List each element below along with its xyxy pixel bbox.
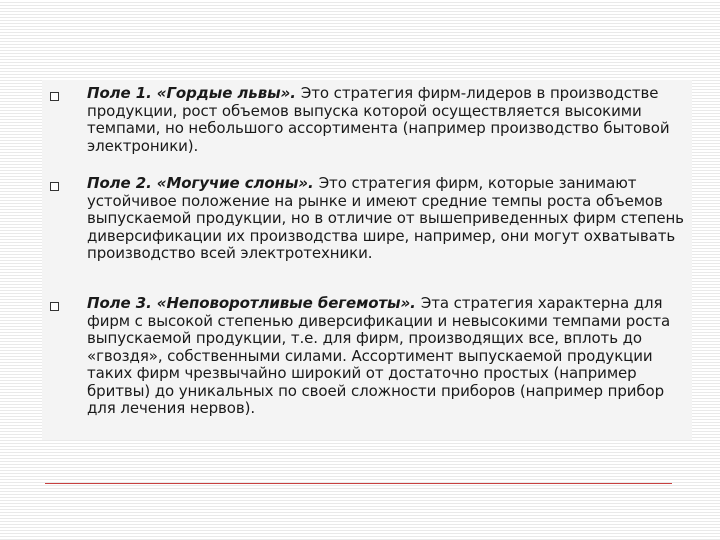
item-body: Эта стратегия характерна для фирм с высокой степенью диверсификации и невысокими темпами роста выпускаемой продукции, т.е. для фирм, производящих все, вплоть до «гвоздя», собственными силами. Ассортимент выпускаемой продукции таких фирм чрезвычайно широкий от достаточно простых (например бритвы) до уникальных по своей сложности приборов (например прибор для лечения нервов). [87,294,671,417]
square-bullet-icon [50,92,59,101]
footer-divider [45,483,672,484]
item-title: Поле 1. «Гордые львы». [87,84,301,102]
item-body: Это стратегия фирм-лидеров в производстве продукции, рост объемов выпуска которой осуществляется высокими темпами, но небольшого ассортимента (например производство бытовой электроники). [87,84,670,155]
item-title: Поле 3. «Неповоротливые бегемоты». [87,294,421,312]
list-item [87,295,692,418]
item-title: Поле 2. «Могучие слоны». [87,174,319,192]
square-bullet-icon [50,182,59,191]
list-item [87,175,692,263]
square-bullet-icon [50,302,59,311]
item-body: Это стратегия фирм, которые занимают устойчивое положение на рынке и имеют средние темпы роста объемов выпускаемой продукции, но в отличие от вышеприведенных фирм степень диверсификации их производства шире, например, они могут охватывать производство всей электротехники. [87,174,684,262]
list-item [87,85,692,155]
